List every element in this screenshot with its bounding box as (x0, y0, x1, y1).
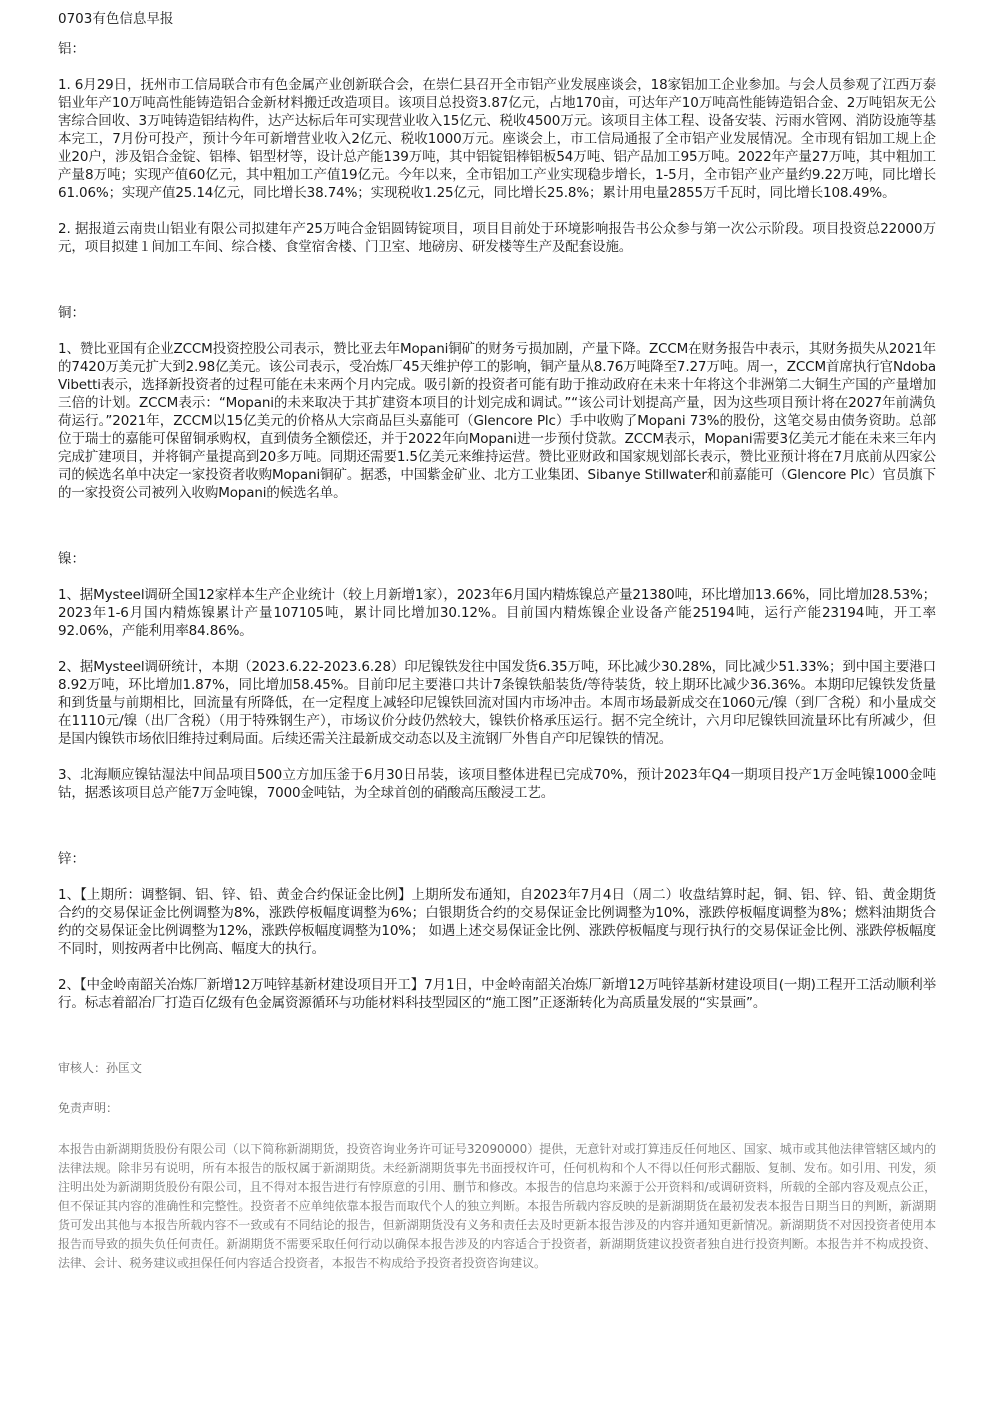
section-heading-copper: 铜： (58, 305, 85, 321)
document-title: 0703有色信息早报 (58, 11, 174, 27)
disclaimer-text: 本报告由新湖期货股份有限公司（以下简称新湖期货，投资咨询业务许可证号32090000）提供，无意针对或打算违反任何地区、国家、城市或其他法律管辖区域内的法律法规。除非另有说明，所有本报告的版权属于新湖期货。未经新湖期货事先书面授权许可，任何机构和个人不得以任何形式翻版、复制、发布。如引用、刊发，须注明出处为新湖期货股份有限公司，且不得对本报告进行有悖原意的引用、删节和修改。本报告的信息均来源于公开资料和/或调研资料，所载的全部内容及观点公正，但不保证其内容的准确性和完整性。投资者不应单纯依靠本报告而取代个人的独立判断。本报告所载内容反映的是新湖期货在最初发表本报告日期当日的判断，新湖期货可发出其他与本报告所载内容不一致或有不同结论的报告，但新湖期货没有义务和责任去及时更新本报告涉及的内容并通知更新情况。新湖期货不对因投资者使用本报告而导致的损失负任何责任。新湖期货不需要采取任何行动以确保本报告涉及的内容适合于投资者，新湖期货建议投资者独自进行投资判断。本报告并不构成投资、法律、会计、税务建议或担保任何内容适合投资者，本报告不构成给予投资者投资咨询建议。 (58, 1142, 936, 1270)
nickel-paragraph-2: 2、据Mysteel调研统计，本期（2023.6.22-2023.6.28）印尼镍铁发往中国发货6.35万吨，环比减少30.28%，同比减少51.33%；到中国主要港口8.92万吨，环比增加1.87%，同比增加58.45%。目前印尼主要港口共计7条镍铁船装货/等待装货，较上期环比减少36.36%。本期印尼镍铁发货量和到货量与前期相比，回流量有所降低，在一定程度上减轻印尼镍铁回流对国内市场冲击。本周市场最新成交在1060元/镍（到厂含税）和小量成交在1110元/镍（出厂含税）（用于特殊钢生产），市场议价分歧仍然较大，镍铁价格承压运行。据不完全统计，六月印尼镍铁回流量环比有所减少，但是国内镍铁市场依旧维持过剩局面。后续还需关注最新成交动态以及主流钢厂外售自产印尼镍铁的情况。 (58, 659, 936, 747)
zinc-paragraph-1: 1、【上期所：调整铜、铝、锌、铅、黄金合约保证金比例】上期所发布通知，自2023年7月4日（周二）收盘结算时起，铜、铝、锌、铅、黄金期货合约的交易保证金比例调整为8%，涨跌停板幅度调整为6%；白银期货合约的交易保证金比例调整为10%，涨跌停板幅度调整为8%；燃料油期货合约的交易保证金比例调整为12%，涨跌停板幅度调整为10%； 如遇上述交易保证金比例、涨跌停板幅度与现行执行的交易保证金比例、涨跌停板幅度不同时，则按两者中比例高、幅度大的执行。 (58, 887, 936, 957)
reviewer-line: 审核人：孙匡文 (58, 1061, 143, 1075)
section-heading-zinc: 锌： (58, 851, 85, 867)
zinc-paragraph-2: 2、【中金岭南韶关冶炼厂新增12万吨锌基新材建设项目开工】7月1日，中金岭南韶关冶炼厂新增12万吨锌基新材建设项目(一期)工程开工活动顺利举行。标志着韶冶厂打造百亿级有色金属资源循环与功能材料科技型园区的“施工图”正逐渐转化为高质量发展的“实景画”。 (58, 977, 936, 1011)
nickel-paragraph-3: 3、北海顺应镍钴湿法中间品项目500立方加压釜于6月30日吊装，该项目整体进程已完成70%，预计2023年Q4一期项目投产1万金吨镍1000金吨钴，据悉该项目总产能7万金吨镍，7000金吨钴，为全球首创的硝酸高压酸浸工艺。 (58, 767, 936, 801)
report-page (58, 10, 936, 1273)
section-heading-aluminum: 铝： (58, 41, 85, 57)
disclaimer-label: 免责声明： (58, 1101, 119, 1115)
section-heading-nickel: 镍： (58, 551, 85, 567)
aluminum-paragraph-2: 2. 据报道云南贵山铝业有限公司拟建年产25万吨合金铝圆铸锭项目，项目目前处于环境影响报告书公众参与第一次公示阶段。项目投资总22000万元，项目拟建１间加工车间、综合楼、食堂宿舍楼、门卫室、地磅房、研发楼等生产及配套设施。 (58, 221, 936, 255)
aluminum-paragraph-1: 1. 6月29日，抚州市工信局联合市有色金属产业创新联合会，在崇仁县召开全市铝产业发展座谈会，18家铝加工企业参加。与会人员参观了江西万泰铝业年产10万吨高性能铸造铝合金新材料搬迁改造项目。该项目总投资3.87亿元，占地170亩，可达年产10万吨高性能铸造铝合金、2万吨铝灰无公害综合回收、3万吨铸造铝结构件，达产达标后年可实现营业收入15亿元、税收4500万元。该项目主体工程、设备安装、污雨水管网、消防设施等基本完工，7月份可投产，预计今年可新增营业收入2亿元、税收1000万元。座谈会上，市工信局通报了全市铝产业发展情况。全市现有铝加工规上企业20户，涉及铝合金锭、铝棒、铝型材等，设计总产能139万吨，其中铝锭铝棒铝板54万吨、铝产品加工95万吨。2022年产量27万吨，其中粗加工产量8万吨；实现产值60亿元，其中粗加工产值19亿元。今年以来，全市铝加工产业实现稳步增长，1-5月，全市铝产业产量约9.22万吨，同比增长61.06%；实现产值25.14亿元，同比增长38.74%；实现税收1.25亿元，同比增长25.8%；累计用电量2855万千瓦时，同比增长108.49%。 (58, 77, 936, 201)
nickel-paragraph-1: 1、据Mysteel调研全国12家样本生产企业统计（较上月新增1家），2023年6月国内精炼镍总产量21380吨，环比增加13.66%，同比增加28.53%；2023年1-6月国内精炼镍累计产量107105吨，累计同比增加30.12%。目前国内精炼镍企业设备产能25194吨，运行产能23194吨，开工率92.06%，产能利用率84.86%。 (58, 587, 936, 639)
copper-paragraph-1: 1、赞比亚国有企业ZCCM投资控股公司表示，赞比亚去年Mopani铜矿的财务亏损加剧，产量下降。ZCCM在财务报告中表示，其财务损失从2021年的7420万美元扩大到2.98亿美元。该公司表示，受冶炼厂45天维护停工的影响，铜产量从8.76万吨降至7.27万吨。周一，ZCCM首席执行官Ndoba Vibetti表示，选择新投资者的过程可能在未来两个月内完成。吸引新的投资者可能有助于推动政府在未来十年将这个非洲第二大铜生产国的产量增加三倍的计划。ZCCM表示：“Mopani的未来取决于其扩建资本项目的计划完成和调试。”“该公司计划提高产量，因为这些项目预计将在2027年前满负荷运行。”2021年，ZCCM以15亿美元的价格从大宗商品巨头嘉能可（Glencore Plc）手中收购了Mopani 73%的股份，这笔交易由债务资助。总部位于瑞士的嘉能可保留铜承购权，直到债务全额偿还，并于2022年向Mopani进一步预付贷款。ZCCM表示，Mopani需要3亿美元才能在未来三年内完成扩建项目，并将铜产量提高到20多万吨。同期还需要1.5亿美元来维持运营。赞比亚财政和国家规划部长表示，赞比亚预计将在7月底前从四家公司的候选名单中决定一家投资者收购Mopani铜矿。据悉，中国紫金矿业、北方工业集团、Sibanye Stillwater和前嘉能可（Glencore Plc）官员旗下的一家投资公司被列入收购Mopani的候选名单。 (58, 341, 936, 501)
